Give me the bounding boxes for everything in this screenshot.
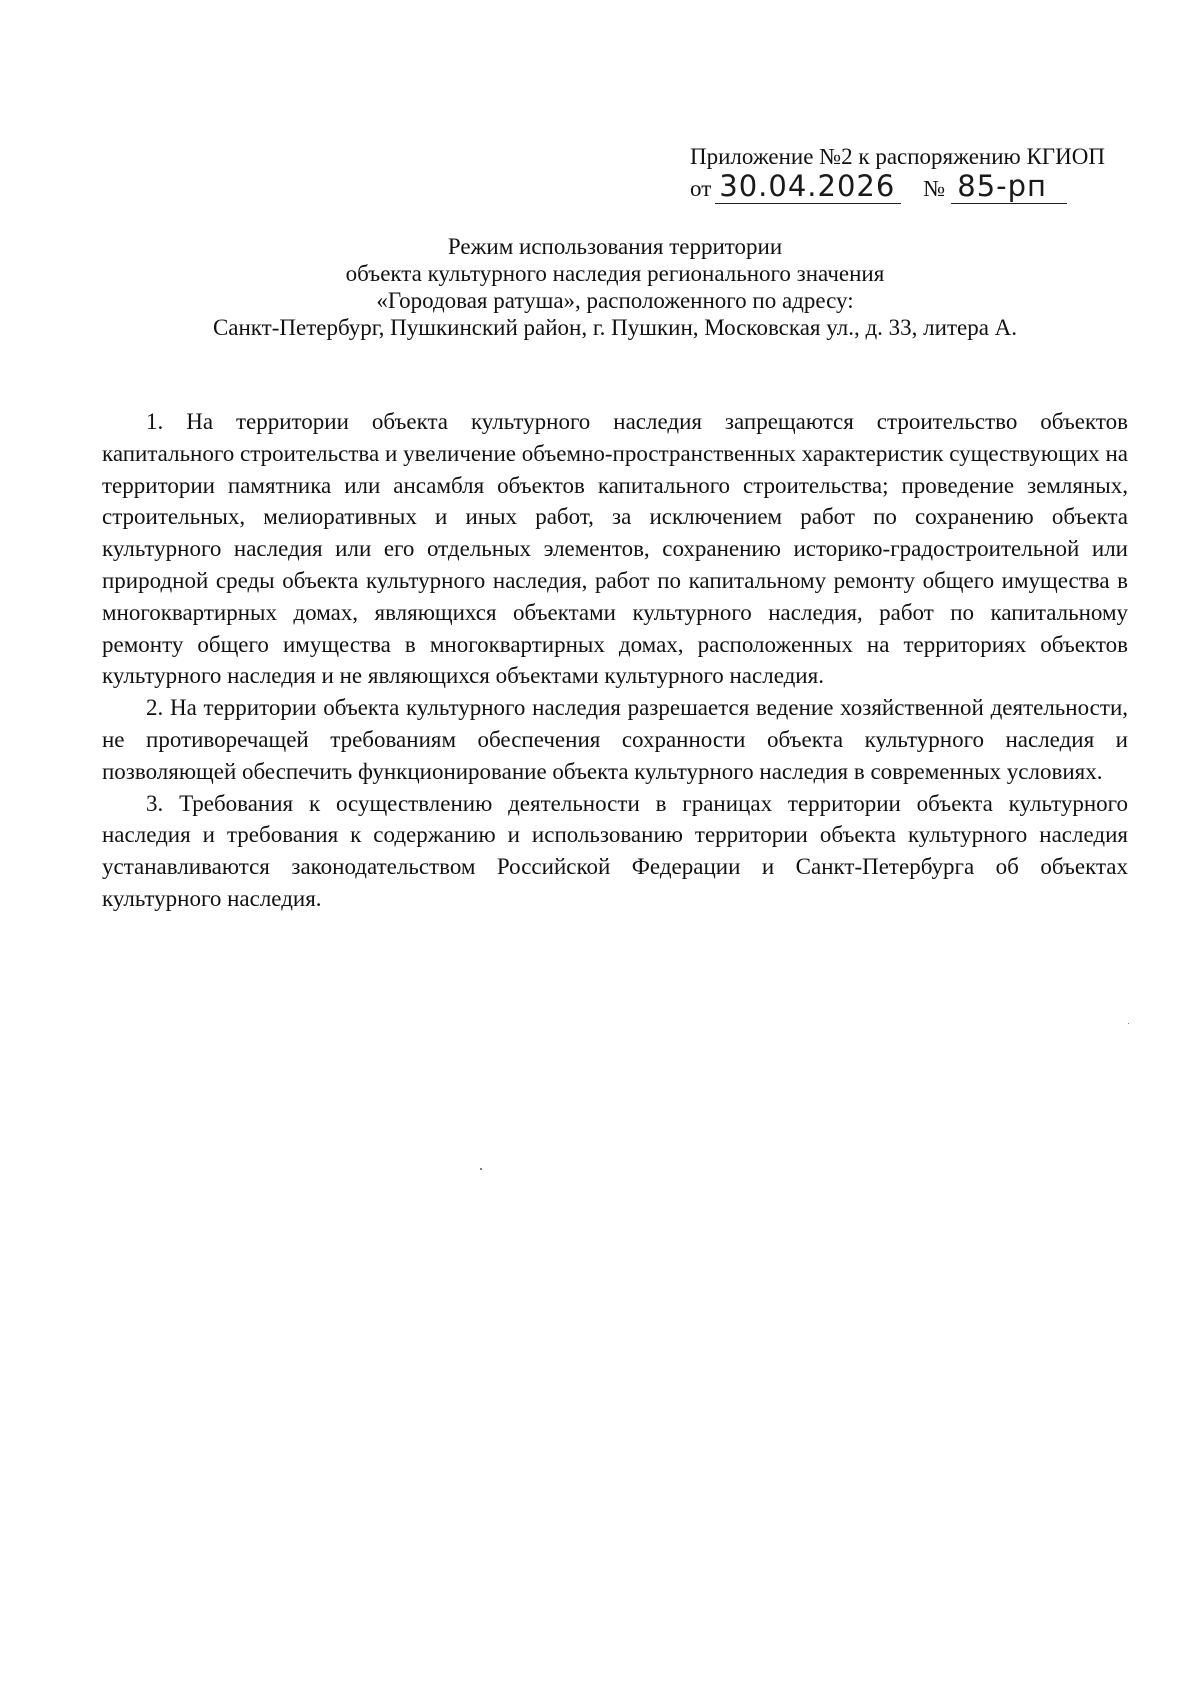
title-line-1: Режим использования территории bbox=[447, 234, 783, 259]
paragraph-2: 2. На территории объекта культурного наследия разрешается ведение хозяйственной деятельности, не противоречащей требованиям обеспечения сохранности объекта культурного наследия и позволяющей обеспечить функционирование объекта культурного наследия в современных условиях. bbox=[102, 695, 1128, 784]
order-date-field bbox=[715, 169, 901, 204]
appendix-reference: Приложение №2 к распоряжению КГИОП bbox=[690, 144, 1105, 169]
number-label: № bbox=[923, 176, 946, 201]
paragraph-3: 3. Требования к осуществлению деятельности в границах территории объекта культурного наследия и требования к содержанию и использованию территории объекта культурного наследия устанавливаются законодательством Российской Федерации и Санкт-Петербурга об объектах культурного наследия. bbox=[102, 790, 1128, 911]
order-number-handwritten: 85-рп bbox=[957, 169, 1047, 203]
order-date-handwritten: 30.04.2026 bbox=[719, 169, 896, 203]
title-line-2: объекта культурного наследия регионального значения bbox=[345, 261, 885, 286]
scan-speck bbox=[1128, 1023, 1129, 1024]
document-body bbox=[102, 406, 1128, 915]
title-line-3: «Городовая ратуша», расположенного по адресу: bbox=[376, 288, 854, 313]
scan-speck bbox=[480, 1168, 482, 1170]
paragraph-1: 1. На территории объекта культурного наследия запрещаются строительство объектов капитального строительства и увеличение объемно-пространственных характеристик существующих на территории памятника или ансамбля объектов капитального строительства; проведение земляных, строительных, мелиоративных и иных работ, за исключением работ по сохранению объекта культурного наследия или его отдельных элементов, сохранению историко-градостроительной или природной среды объекта культурного наследия, работ по капитальному ремонту общего имущества в многоквартирных домах, являющихся объектами культурного наследия, работ по капитальному ремонту общего имущества в многоквартирных домах, расположенных на территориях объектов культурного наследия и не являющихся объектами культурного наследия. bbox=[102, 409, 1128, 689]
order-number-field bbox=[951, 169, 1067, 204]
title-line-4: Санкт-Петербург, Пушкинский район, г. Пушкин, Московская ул., д. 33, литера А. bbox=[212, 315, 1018, 340]
from-label: от bbox=[690, 176, 712, 201]
order-date-number-line bbox=[690, 169, 1160, 208]
appendix-header bbox=[690, 142, 1160, 208]
document-title bbox=[100, 233, 1130, 341]
